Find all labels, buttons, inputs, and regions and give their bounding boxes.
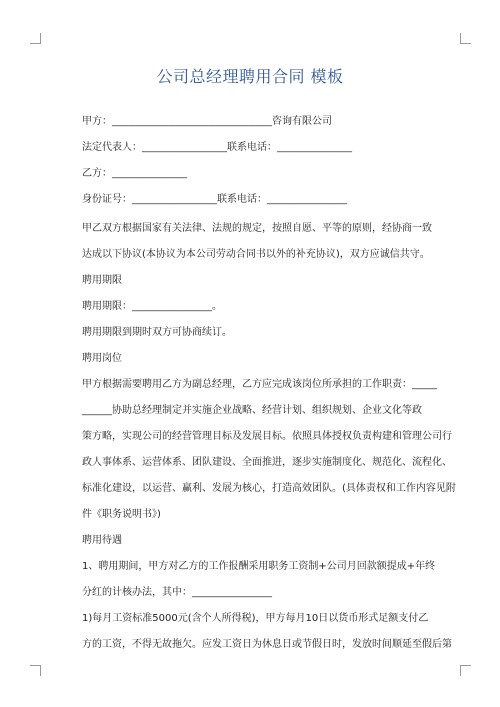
salary-paragraph-line-2: 方的工资，不得无故拖欠。应发工资日为休息日或节假日时，发放时间顺延至假后第	[82, 639, 452, 650]
position-paragraph-line-4: 政人事体系、运营体系、团队建设、全面推进，逐步实施制度化、规范化、流程化、	[82, 457, 452, 468]
position-paragraph-line-6: 件《职务说明书》)	[82, 509, 161, 520]
section-heading-term: 聘用期限	[82, 275, 122, 286]
compensation-paragraph-line-2: 分红的计核办法，其中：________________	[82, 587, 272, 598]
compensation-paragraph-line-1: 1、聘用期间，甲方对乙方的工作报酬采用职务工资制+公司月回款额提成+年终	[82, 561, 436, 572]
corner-mark-bottom-right	[460, 665, 471, 676]
section-heading-position: 聘用岗位	[82, 353, 122, 364]
salary-paragraph-line-1: 1)每月工资标准5000元(含个人所得税)，甲方每月10日以货币形式足额支付乙	[82, 613, 429, 624]
term-renewal-line: 聘用期限到期时双方可协商续订。	[82, 327, 232, 338]
legal-representative-line: 法定代表人：_________________联系电话：_______________	[82, 142, 352, 153]
section-heading-compensation: 聘用待遇	[82, 535, 122, 546]
position-paragraph-line-3: 策方略，实现公司的经营管理目标及发展目标。依照具体授权负责构建和管理公司行	[82, 431, 452, 442]
document-body	[82, 112, 456, 658]
party-a-line: 甲方：________________________________咨询有限公司	[82, 116, 332, 127]
party-b-line: 乙方：_______________	[82, 168, 187, 179]
document-title: 公司总经理聘用合同 模板	[156, 67, 344, 86]
corner-mark-top-right	[460, 33, 471, 44]
position-paragraph-line-1: 甲方根据需要聘用乙方为副总经理，乙方应完成该岗位所承担的工作职责：_____	[82, 379, 437, 390]
intro-paragraph-line-1: 甲乙双方根据国家有关法律、法规的规定，按照自愿、平等的原则，经协商一致	[82, 223, 432, 234]
intro-paragraph-line-2: 达成以下协议(本协议为本公司劳动合同书以外的补充协议)，双方应诚信共守。	[82, 249, 430, 260]
id-number-line: 身份证号：_________________联系电话：________________	[82, 194, 347, 205]
term-line: 聘用期限：________________。	[82, 301, 222, 312]
corner-mark-top-left	[30, 33, 41, 44]
position-paragraph-line-5: 标准化建设，以运营、赢利、发展为核心，打造高效团队。(具体责权和工作内容见附	[82, 483, 456, 494]
corner-mark-bottom-left	[30, 665, 41, 676]
position-paragraph-line-2: ______协助总经理制定并实施企业战略、经营计划、组织规划、企业文化等政	[82, 405, 422, 416]
